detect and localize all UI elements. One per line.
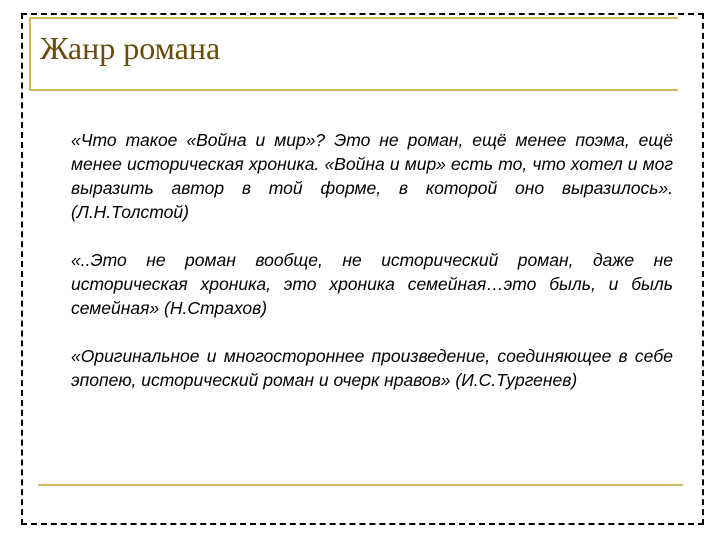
quote-tolstoy: «Что такое «Война и мир»? Это не роман, ещё менее поэма, ещё менее историческая хроника. «Война и мир» есть то, что хотел и мог выразить автор в той форме, в которой оно выразилось». (Л.Н.Толстой)	[71, 130, 673, 222]
title-accent-line	[29, 17, 31, 89]
footer-rule	[38, 484, 683, 486]
title-bottom-rule	[29, 89, 678, 91]
quote-strakhov: «..Это не роман вообще, не исторический роман, даже не историческая хроника, это хроника семейная…это быль, и быль семейная» (Н.Страхов)	[71, 250, 673, 318]
slide-title: Жанр романа	[40, 30, 221, 66]
slide-body	[71, 128, 673, 416]
title-top-rule	[29, 17, 678, 19]
quote-turgenev: «Оригинальное и многостороннее произведение, соединяющее в себе эпопею, исторический роман и очерк нравов» (И.С.Тургенев)	[71, 346, 673, 390]
